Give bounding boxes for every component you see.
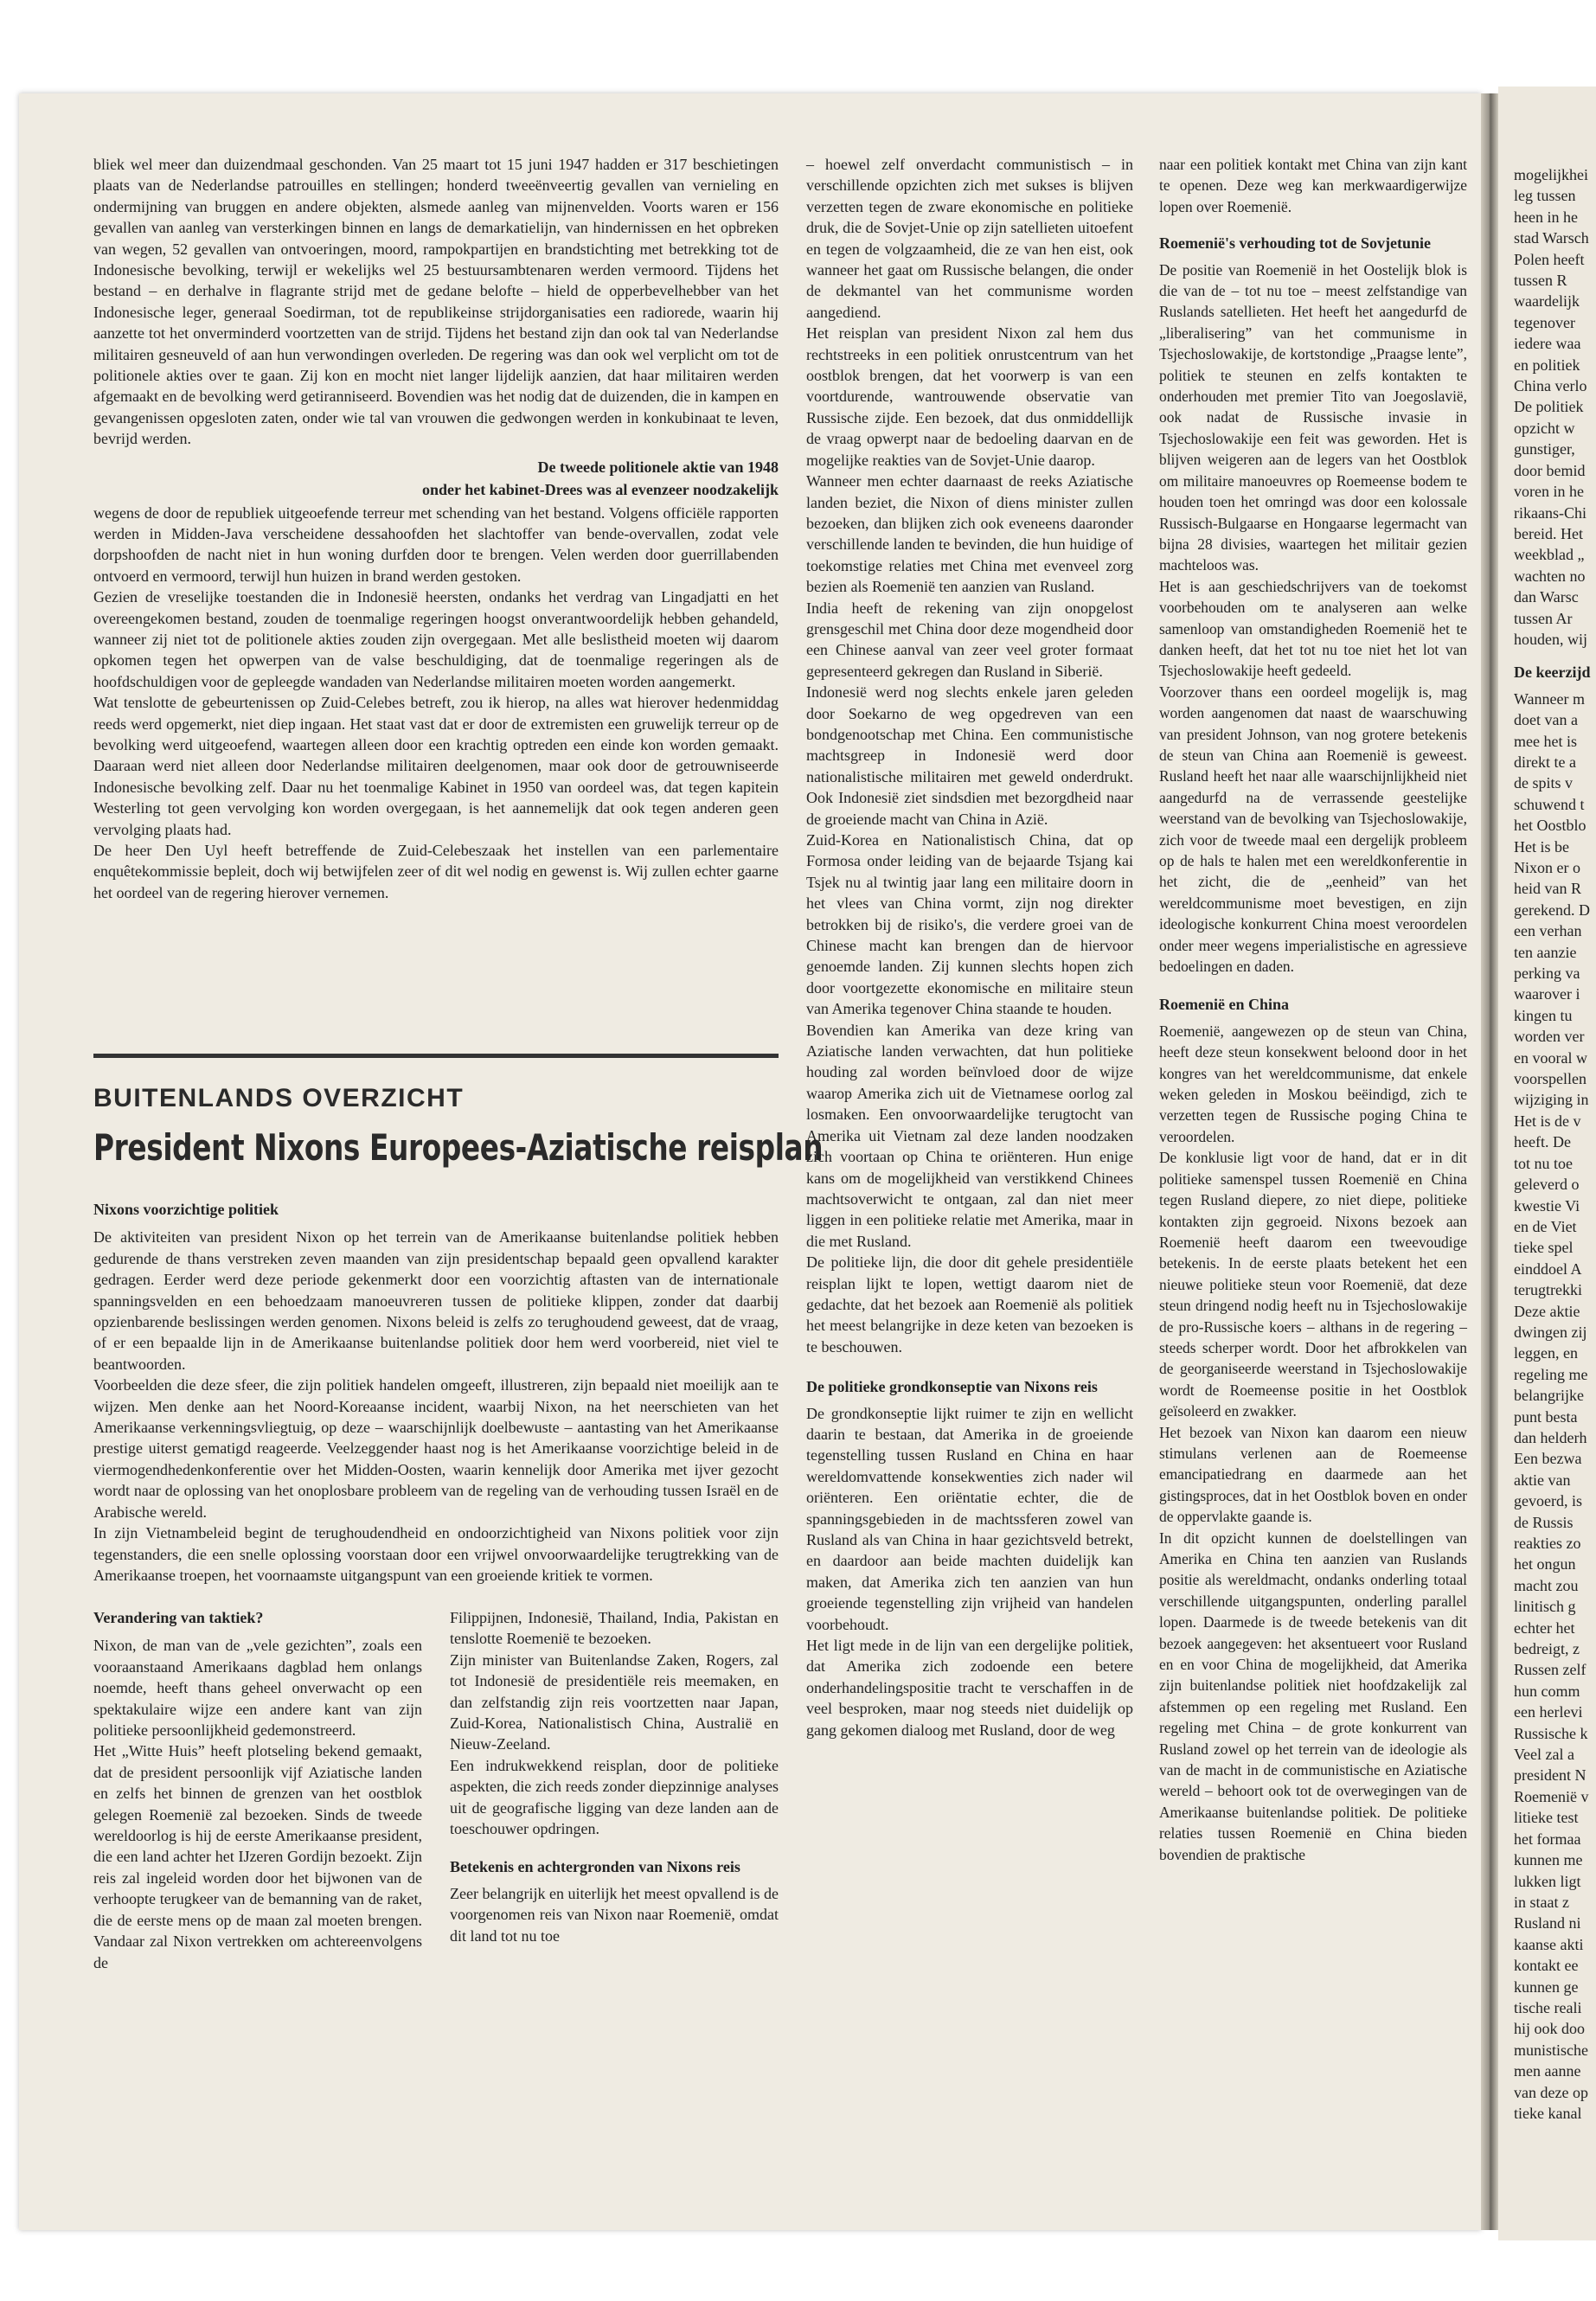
text-line: rikaans-Chi bbox=[1514, 503, 1586, 522]
column-a-paragraphs bbox=[93, 1635, 422, 1973]
right-page-lines-2 bbox=[1514, 689, 1596, 2125]
text-line: kontakt ee bbox=[1514, 1957, 1579, 1975]
text-line: hij ook doo bbox=[1514, 2020, 1586, 2038]
intro-paragraphs bbox=[93, 1227, 779, 1586]
paragraph: Roemenië, aangewezen op de steun van China, heeft deze steun konsekwent beloond door in het kongres van het wereldcommunisme, dat enkele weken geleden in Moskou beëindigd, zich te verzetten tegen de Russische poging China te veroordelen. bbox=[1159, 1022, 1467, 1145]
text-line: kunnen ge bbox=[1514, 1977, 1579, 1996]
text-line: doet van a bbox=[1514, 711, 1578, 729]
text-line: stad Warsch bbox=[1514, 229, 1589, 247]
column-d-paragraphs-3 bbox=[1159, 1021, 1467, 1865]
article-top-block bbox=[93, 154, 779, 903]
text-line: schuwend t bbox=[1514, 795, 1585, 813]
paragraph: Het is aan geschiedschrijvers van de toekomst voorbehouden om te analyseren aan welke samenloop van omstandigheden Roemenië het te danken heeft, dat het tot nu toe niet het lot van Tsjechoslowakije heeft gedeeld. bbox=[1159, 577, 1467, 680]
paragraph: – hoewel zelf onverdacht communistisch – in verschillende opzichten zich met sukses is blijven verzetten tegen de zware ekonomische en politieke druk, die de Sovjet-Unie op zijn satellieten uitoefent en tegen de volgzaamheid, die ze van hen eist, ook wanneer het gaat om Russische belangen, die onder de dekmantel van het communisme worden aangediend. bbox=[806, 156, 1133, 321]
paragraph: De positie van Roemenië in het Oostelijk blok is die van de – tot nu toe – meest zelfstandige van Ruslands satellieten. Het heeft het aangedurfd de „liberalisering” van het communisme in Tsjechoslowakije, de kortstondige „Praagse lente”, politiek te steunen en zelfs kontakten te onderhouden met premier Tito van Joegoslavië, ook nadat de Russische invasie in Tsjechoslowakije een feit was geworden. Het is blijven weigeren aan de legers van het Oostblok om militaire manoeuvres op Roemeense bodem te houden toen het omringd was door een kolossale Russisch-Bulgaarse en Hongaarse legermacht van bijna 28 divisies, waartegen het militair gezien machteloos was. bbox=[1159, 260, 1467, 574]
column-b-heading: Betekenis en achtergronden van Nixons reis bbox=[450, 1858, 740, 1876]
text-line: linitisch g bbox=[1514, 1598, 1576, 1616]
text-line: en vooral w bbox=[1514, 1048, 1587, 1067]
text-line: weekblad „ bbox=[1514, 546, 1585, 564]
text-line: kwestie Vi bbox=[1514, 1196, 1580, 1215]
column-d-heading-2: Roemenië en China bbox=[1159, 996, 1289, 1014]
text-line: heid van R bbox=[1514, 880, 1581, 898]
text-line: Russen zelf bbox=[1514, 1661, 1586, 1679]
paragraph: In dit opzicht kunnen de doelstellingen van Amerika en China ten aanzien van Ruslands positie als wereldmacht, ondanks onderling totaal verschillende uitgangspunten, onderling parallel lopen. Daarmede is de tweede betekenis van dit bezoek aangegeven: het aksentueert voor Rusland en en voor China de mogelijkheid, dat Amerika zijn buitenlandse politiek niet hoofdzakelijk zal afstemmen op een regeling met Rusland. Een regeling met China – de grote konkurrent van Rusland zowel op het terrein van de ideologie als van de macht in de communistische en Aziatische wereld – behoort ook tot de overwegingen van de Amerikaanse buitenlandse politiek. De politieke relaties tussen Roemenië en China bieden bovendien de praktische bbox=[1159, 1529, 1467, 1863]
right-page-column bbox=[1514, 164, 1596, 2124]
paragraph: Een indrukwekkend reisplan, door de politieke aspekten, die zich reeds zonder diepzinnige analyses uit de geografische ligging van deze landen aan de toeschouwer opdringen. bbox=[450, 1756, 779, 1838]
paragraph: Het reisplan van president Nixon zal hem dus rechtstreeks in een politiek onrustcentrum van het oostblok brengen, dat het voorwerp is van een voortdurende, wantrouwende observatie van Russische zijde. Een bezoek, dat dus onmiddellijk de vraag opwerpt naar de bedoeling daarvan en de mogelijke reakties van de Sovjet-Unie daarop. bbox=[806, 324, 1133, 469]
paragraph: Voorzover thans een oordeel mogelijk is, mag worden aangenomen dat naast de waarschuwing van president Johnson, van nog grotere betekenis de steun van China aan Roemenië is geweest. Rusland heeft het naar alle waarschijnlijkheid niet aangedurfd na de verrassende geestelijke weerstand van de bevolking van Tsjechoslowakije, zich voor de tweede maal een dergelijk probleem op de hals te halen met een wereldkonferentie in het zicht, die de „eenheid” van het wereldcommunisme moet bevestigen, en zijn ideologische konkurrent China moest veroordelen onder meer wegens imperialistische en agressieve bedoelingen en daden. bbox=[1159, 683, 1467, 976]
text-line: punt besta bbox=[1514, 1407, 1578, 1426]
paragraph: Gezien de vreselijke toestanden die in Indonesië heersten, ondanks het verdrag van Lingadjatti en het overeengekomen bestand, zouden de toenmalige regeringen hoogst onverantwoordelijk hebben gehandeld, wanneer zij niet tot de politionele akties zouden zijn overgegaan. Met alle beslistheid moeten wij daarom opkomen tegen het opwerpen van de valse beschuldiging, dat de toenmalige regeringen als de hoofdschuldigen voor de gepleegde wandaden van Nederlandse militairen moeten worden aangemerkt. bbox=[93, 588, 779, 690]
paragraph: Zuid-Korea en Nationalistisch China, dat op Formosa onder leiding van de bejaarde Tsjang kai Tsjek nu al twintig jaar lang een militaire doorn in het vlees van China vormt, zijn nog direkter betrokken bij de risiko's, die verdere groei van de Chinese macht kan brengen dan de hiervoor genoemde landen. Zij kunnen slechts hopen zich door voortgezette ekonomische en militaire steun van Amerika tegenover China staande te houden. bbox=[806, 831, 1133, 1018]
subheading-line-2: onder het kabinet-Drees was al evenzeer noodzakelijk bbox=[422, 481, 779, 499]
text-line: het Oostblo bbox=[1514, 817, 1586, 835]
text-line: heeft. De bbox=[1514, 1133, 1571, 1151]
text-line: tussen R bbox=[1514, 272, 1567, 290]
paragraph: India heeft de rekening van zijn onopgelost grensgeschil met China door deze mogendheid door een Chinese aanval van zeer veel groter formaat gepresenteerd gekregen dan Rusland in Siberië. bbox=[806, 599, 1133, 680]
text-line: en politiek bbox=[1514, 356, 1580, 374]
column-d-heading: Roemenië's verhouding tot de Sovjetunie bbox=[1159, 234, 1431, 253]
section-rule bbox=[93, 1054, 779, 1058]
text-line: kaanse akti bbox=[1514, 1935, 1584, 1953]
text-line: belangrijke bbox=[1514, 1387, 1584, 1405]
text-line: wijziging in bbox=[1514, 1091, 1589, 1109]
text-line: kingen tu bbox=[1514, 1006, 1573, 1024]
text-line: een verhan bbox=[1514, 922, 1582, 940]
right-page-heading: De keerzijd bbox=[1514, 663, 1591, 682]
text-line: president N bbox=[1514, 1766, 1586, 1785]
text-line: bereid. Het bbox=[1514, 524, 1583, 542]
text-line: Roemenië v bbox=[1514, 1787, 1589, 1805]
text-line: Het is be bbox=[1514, 837, 1569, 856]
paragraph: De politieke lijn, die door dit gehele presidentiële reisplan lijkt te lopen, wettigt daarom niet de gedachte, dat het bezoek aan Roemenië als politiek het meest belangrijke in deze keten van bezoeken is te beschouwen. bbox=[806, 1253, 1133, 1356]
text-line: regeling me bbox=[1514, 1365, 1588, 1383]
text-line: tegenover bbox=[1514, 313, 1575, 331]
paragraph: De aktiviteiten van president Nixon op het terrein van de Amerikaanse buitenlandse politiek hebben gedurende de thans verstreken zeven maanden van zijn presidentschap bepaald geen opvallend karakter gedragen. Eerder werd deze periode gekenmerkt door een voorzichtig aftasten van de internationale spanningsvelden en een behoedzaam manoeuvreren tussen de politieke klippen, zonder dat daarbij opzienbarende beslissingen werden genomen. Nixons beleid is zelfs zo terughoudend geweest, dat de vraag, of er een bepaalde lijn in de Amerikaanse buitenlandse politiek door hem werd voorbereid, niet viel te beantwoorden. bbox=[93, 1228, 779, 1373]
paragraph: Het „Witte Huis” heeft plotseling bekend gemaakt, dat de president persoonlijk vijf Aziatische landen en zelfs het binnen de grenzen van het oostblok gelegen Roemenië zal bezoeken. Sinds de tweede wereldoorlog is hij de eerste Amerikaanse president, die een land achter het IJzeren Gordijn bezoekt. Zijn reis zal ingeleid worden door het bijwonen van de verhoopte terugkeer van de bemanning van de raket, die de eerste mens op de maan zal moeten brengen. Vandaar zal Nixon vertrekken om achtereenvolgens de bbox=[93, 1742, 422, 1971]
column-d-paragraphs bbox=[1159, 154, 1467, 217]
paragraph: naar een politiek kontakt met China van zijn kant te openen. Deze weg kan merkwaardigerwijze lopen over Roemenië. bbox=[1159, 156, 1467, 215]
paragraph: Zeer belangrijk en uiterlijk het meest opvallend is de voorgenomen reis van Nixon naar Roemenië, omdat dit land tot nu toe bbox=[450, 1884, 779, 1945]
text-line: dwingen zij bbox=[1514, 1323, 1587, 1341]
text-line: Veel zal a bbox=[1514, 1746, 1574, 1764]
text-line: in staat z bbox=[1514, 1893, 1569, 1911]
paragraph: Bovendien kan Amerika van deze kring van Aziatische landen verwachten, dat hun politieke houding zal worden beïnvloed door de wijze waarop Amerika zich uit de Vietnamese oorlog zal losmaken. Een onvoorwaardelijke terugtocht van Amerika uit Vietnam zal deze landen noodzaken zich voortaan op China te oriënteren. Hun enige kans om de mogelijkheid van verstikkend Chinees machtsoverwicht te ontgaan, zal dan niet meer liggen in een politieke relatie met Amerika, maar in die met Rusland. bbox=[806, 1021, 1133, 1250]
text-line: Polen heeft bbox=[1514, 250, 1585, 268]
text-line: tieke kanal bbox=[1514, 2104, 1582, 2122]
article-top-paragraphs-2 bbox=[93, 503, 779, 904]
subheading-line-1: De tweede politionele aktie van 1948 bbox=[537, 458, 779, 476]
text-line: Het is de v bbox=[1514, 1112, 1581, 1130]
text-line: gevoerd, is bbox=[1514, 1492, 1582, 1510]
paragraph: Het bezoek van Nixon kan daarom een nieuw stimulans verlenen aan de Roemeense emancipatiedrang en daarmede aan het gistingsproces, dat in het Oostblok boven en onder de oppervlakte gaande is. bbox=[1159, 1423, 1467, 1526]
text-line: litieke test bbox=[1514, 1809, 1579, 1827]
paragraph: Wat tenslotte de gebeurtenissen op Zuid-Celebes betreft, zou ik hierop, na alles wat hierover hedenmiddag reeds werd opgemerkt, niet diep ingaan. Het staat vast dat er door de extremisten een gruwelijk terreur op de bevolking werd uitgeoefend, waartegen alleen door een krachtig optreden een einde kon worden gemaakt. Daaraan werd niet alleen door Nederlandse militairen deelgenomen, maar ook door de getrouwniseerde Indonesische bevolking zelf. Daar nu het toenmalige Kabinet in 1950 van oordeel was, dat tegen kapitein Westerling tot geen vervolging kon worden overgegaan, is het aannemelijk dat ook tegen anderen geen vervolging plaats had. bbox=[93, 694, 779, 838]
text-line: De politiek bbox=[1514, 398, 1584, 416]
column-d-paragraphs-2 bbox=[1159, 260, 1467, 977]
text-line: Wanneer m bbox=[1514, 689, 1586, 708]
text-line: gerekend. D bbox=[1514, 901, 1590, 919]
paragraph: bliek wel meer dan duizendmaal geschonden. Van 25 maart tot 15 juni 1947 hadden er 317 beschietingen plaats van de Nederlandse patrouilles en stellingen; honderd tweeënveertig gevallen van vernieling en ondermijning van bruggen en andere objekten, alsmede aanleg van mijnenvelden. Voorts waren er 156 gevallen van aanleg van versterkingen binnen en langs de demarkatielijn, van hindernissen en het opbreken van wegen, 52 gevallen van ontvoeringen, moord, rampokpartijen en brandstichting met betrekking tot de Indonesische bevolking, terwijl er wekelijks wel 25 bestuursambtenaren werden vermoord. Tijdens het bestand – en derhalve in flagrante strijd met de gedane belofte – hield de opperbevelhebber van het Indonesische leger, generaal Soedirman, tot de republikeinse strijdorganisaties een radiorede, waarin hij aanzette tot het onverminderd voortzetten van de strijd. Tijdens het bestand zijn dan ook tal van Nederlandse militairen gesneuveld of aan hun verwondingen overleden. De regering was dan ook wel verplicht om tot de politionele akties over te gaan. Zij kon en mocht niet langer lijdelijk aanzien, dat haar militairen werden afgemaakt en de bevolking werd getiranniseerd. Bovendien was het nodig dat de duizenden, die in kampen en gevangenissen opgesloten zaten, onder wie tal van vrouwen die gedwongen werden in konkubinaat te leven, bevrijd werden. bbox=[93, 156, 779, 448]
right-page-fragment bbox=[1498, 87, 1596, 2240]
text-line: dan helderh bbox=[1514, 1428, 1587, 1446]
text-line: door bemid bbox=[1514, 461, 1586, 479]
text-line: waarover i bbox=[1514, 985, 1580, 1003]
text-line: bedreigt, z bbox=[1514, 1640, 1580, 1658]
text-line: lukken ligt bbox=[1514, 1872, 1581, 1890]
text-line: Een bezwa bbox=[1514, 1450, 1582, 1468]
text-line: de Russis bbox=[1514, 1513, 1574, 1531]
right-page-lines bbox=[1514, 164, 1596, 650]
column-b-paragraphs bbox=[450, 1607, 779, 1839]
paragraph: Wanneer men echter daarnaast de reeks Aziatische landen beziet, die Nixon of diens minister zullen bezoeken, dan blijken zich ook eveneens daaronder verschillende landen te bevinden, die hun huidige of toekomstige relaties met China met evenveel zorg bezien als Roemenië ten aanzien van Rusland. bbox=[806, 472, 1133, 596]
text-line: heen in he bbox=[1514, 208, 1578, 226]
text-line: en de Viet bbox=[1514, 1217, 1577, 1235]
text-line: China verlo bbox=[1514, 377, 1587, 395]
headline: President Nixons Europees-Aziatische reisplan bbox=[93, 1126, 824, 1169]
text-line: opzicht w bbox=[1514, 419, 1575, 437]
column-a-heading: Verandering van taktiek? bbox=[93, 1609, 264, 1626]
text-line: het ongun bbox=[1514, 1555, 1576, 1574]
paragraph: In zijn Vietnambeleid begint de terughoudendheid en ondoorzichtigheid van Nixons politiek voor zijn tegenstanders, die een snelle oplossing voorstaan door een vrijwel onvoorwaardelijke terugtrekking van de Amerikaanse troepen, het voornaamste uitgangspunt van een groeiende kritiek te vormen. bbox=[93, 1524, 779, 1584]
text-line: Deze aktie bbox=[1514, 1302, 1580, 1320]
paragraph: Indonesië werd nog slechts enkele jaren geleden door Soekarno de weg opgedreven van een bondgenootschap met China. Een communistische machtsgreep in Indonesië werd door nationalistische militairen met geweld onderdrukt. Ook Indonesië ziet sindsdien met bezorgdheid naar de groeiende macht van China in Azië. bbox=[806, 683, 1133, 828]
paragraph: Filippijnen, Indonesië, Thailand, India, Pakistan en tenslotte Roemenië te bezoeken. bbox=[450, 1609, 779, 1648]
text-line: aktie van bbox=[1514, 1471, 1571, 1489]
text-line: het formaa bbox=[1514, 1830, 1581, 1848]
text-line: voren in he bbox=[1514, 483, 1584, 501]
paragraph: Het ligt mede in de lijn van een dergelijke politiek, dat Amerika zich zodoende een betere onderhandelingspositie tracht te verschaffen in de veel besproken, maar nog steeds niet duidelijk op gang gekomen dialoog met Rusland, door de weg bbox=[806, 1637, 1133, 1739]
column-b-paragraphs-2 bbox=[450, 1883, 779, 1946]
page-gutter bbox=[1481, 93, 1498, 2230]
text-line: een herlevi bbox=[1514, 1703, 1583, 1721]
paragraph: De konklusie ligt voor de hand, dat er in dit politieke samenspel tussen Roemenië en China tegen Rusland diepere, zo niet diepe, politieke kontakten zijn gegroeid. Nixons bezoek aan Roemenië heeft daarom een tweevoudige betekenis. In de eerste plaats betekent het een nieuwe politieke steun voor Roemenië, dat deze steun dringend nodig heeft nu in Tsjechoslowakije de pro-Russische koers – althans in de regering – steeds scherper wordt. Door het afbrokkelen van de georganiseerde weerstand in Tsjechoslowakije wordt de Roemeense positie in het Oostblok geïsoleerd en zwakker. bbox=[1159, 1149, 1467, 1420]
text-line: einddoel A bbox=[1514, 1259, 1582, 1278]
text-line: tot nu toe bbox=[1514, 1154, 1573, 1172]
text-line: waardelijk bbox=[1514, 292, 1580, 311]
text-line: iedere waa bbox=[1514, 335, 1581, 353]
text-line: munistische bbox=[1514, 2041, 1588, 2059]
paragraph: Zijn minister van Buitenlandse Zaken, Rogers, zal tot Indonesië de presidentiële reis meemaken, en dan zelfstandig zijn reis voortzetten naar Japan, Zuid-Korea, Nationalistisch China, Australië en Nieuw-Zeeland. bbox=[450, 1650, 779, 1753]
text-line: leg tussen bbox=[1514, 187, 1576, 205]
column-b bbox=[450, 1607, 779, 1946]
text-line: tieke spel bbox=[1514, 1239, 1574, 1257]
paragraph: Voorbeelden die deze sfeer, die zijn politiek handelen omgeeft, illustreren, zijn bepaald niet moeilijk aan te wijzen. Men denke aan het Noord-Koreaanse incident, waarbij Nixon, na het neerschieten van het Amerikaanse verkenningsvliegtuig, op deze – waarschijnlijk doelbewuste – aantasting van het Amerikaanse prestige uiterst gematigd reageerde. Veelzeggender haast nog is het Amerikaanse voorzichtige beleid in de viermogendhedenkonferentie over het Midden-Oosten, waarin kennelijk door Amerika met ijver gezocht wordt naar de oplossing van het onoplosbare probleem van de regeling van de verhouding tussen Israël en de Arabische wereld. bbox=[93, 1376, 779, 1521]
column-d bbox=[1159, 154, 1467, 1865]
paragraph: Nixon, de man van de „vele gezichten”, zoals een vooraanstaand Amerikaans dagblad hem onlangs noemde, heeft thans geheel onverwacht op een spektakulaire wijze een andere kant van zijn politieke persoonlijkheid gedemonstreerd. bbox=[93, 1637, 422, 1740]
text-line: reakties zo bbox=[1514, 1535, 1581, 1552]
text-line: direkt te a bbox=[1514, 753, 1576, 771]
intro-heading: Nixons voorzichtige politiek bbox=[93, 1201, 279, 1218]
column-c-paragraphs-2 bbox=[806, 1403, 1133, 1741]
text-line: terugtrekki bbox=[1514, 1281, 1582, 1299]
column-c-heading: De politieke grondkonseptie van Nixons reis bbox=[806, 1378, 1098, 1396]
paragraph: wegens de door de republiek uitgeoefende terreur met schending van het bestand. Volgens officiële rapporten werden in Midden-Java verscheidene dessahoofden het slachtoffer van bende-overvallen, zodat vele dorpshoofden de nacht niet in hun woning durfden door te brengen. Velen werden door guerrillabenden ontvoerd en vermoord, terwijl hun huizen in brand werden gestoken. bbox=[93, 503, 779, 585]
text-line: voorspellen bbox=[1514, 1070, 1586, 1088]
text-line: echter het bbox=[1514, 1618, 1575, 1637]
text-line: tussen Ar bbox=[1514, 609, 1573, 627]
article-top-paragraphs bbox=[93, 154, 779, 450]
text-line: ten aanzie bbox=[1514, 943, 1577, 961]
text-line: worden ver bbox=[1514, 1028, 1585, 1046]
paragraph: De heer Den Uyl heeft betreffende de Zuid-Celebeszaak het instellen van een parlementaire enquêtekommissie bepleit, doch wij betwijfelen zeer of dit wel nodig en gewenst is. Wij zullen echter gaarne het oordeel van de regering hierover vernemen. bbox=[93, 842, 779, 901]
text-line: leggen, en bbox=[1514, 1344, 1578, 1362]
text-line: gunstiger, bbox=[1514, 440, 1575, 458]
text-line: geleverd o bbox=[1514, 1176, 1580, 1194]
text-line: tische reali bbox=[1514, 1998, 1582, 2016]
column-a bbox=[93, 1607, 422, 1973]
paragraph: De grondkonseptie lijkt ruimer te zijn en wellicht daarin te bestaan, dat Amerika in de groeiende tegenstelling tussen Rusland en China en haar wereldomvattende konsekwenties zich nader wil oriënteren. Een oriëntatie echter, die de spanningsgebieden in de machtssferen zowel van Rusland als van China in haar gezichtsveld betrekt, en daardoor aan beide machten duidelijk kan maken, dat Amerika zich ten aanzien van hun groeiende tegenstelling zijn vrijheid van handelen voorbehoudt. bbox=[806, 1404, 1133, 1633]
text-line: mee het is bbox=[1514, 732, 1577, 750]
text-line: Rusland ni bbox=[1514, 1914, 1581, 1932]
section-label: BUITENLANDS OVERZICHT bbox=[93, 1084, 465, 1112]
column-c bbox=[806, 154, 1133, 1740]
text-line: houden, wij bbox=[1514, 630, 1587, 648]
text-line: hun comm bbox=[1514, 1682, 1580, 1700]
text-line: perking va bbox=[1514, 965, 1580, 983]
text-line: dan Warsc bbox=[1514, 588, 1579, 606]
text-line: de spits v bbox=[1514, 774, 1574, 792]
text-line: macht zou bbox=[1514, 1576, 1579, 1594]
text-line: kunnen me bbox=[1514, 1851, 1583, 1869]
text-line: mogelijkhei bbox=[1514, 166, 1588, 183]
text-line: Nixon er o bbox=[1514, 859, 1580, 876]
intro-block bbox=[93, 1199, 779, 1586]
text-line: wachten no bbox=[1514, 567, 1586, 585]
text-line: Russische k bbox=[1514, 1724, 1588, 1742]
text-line: men aanne bbox=[1514, 2062, 1581, 2080]
column-c-paragraphs bbox=[806, 154, 1133, 1357]
text-line: van deze op bbox=[1514, 2083, 1588, 2101]
